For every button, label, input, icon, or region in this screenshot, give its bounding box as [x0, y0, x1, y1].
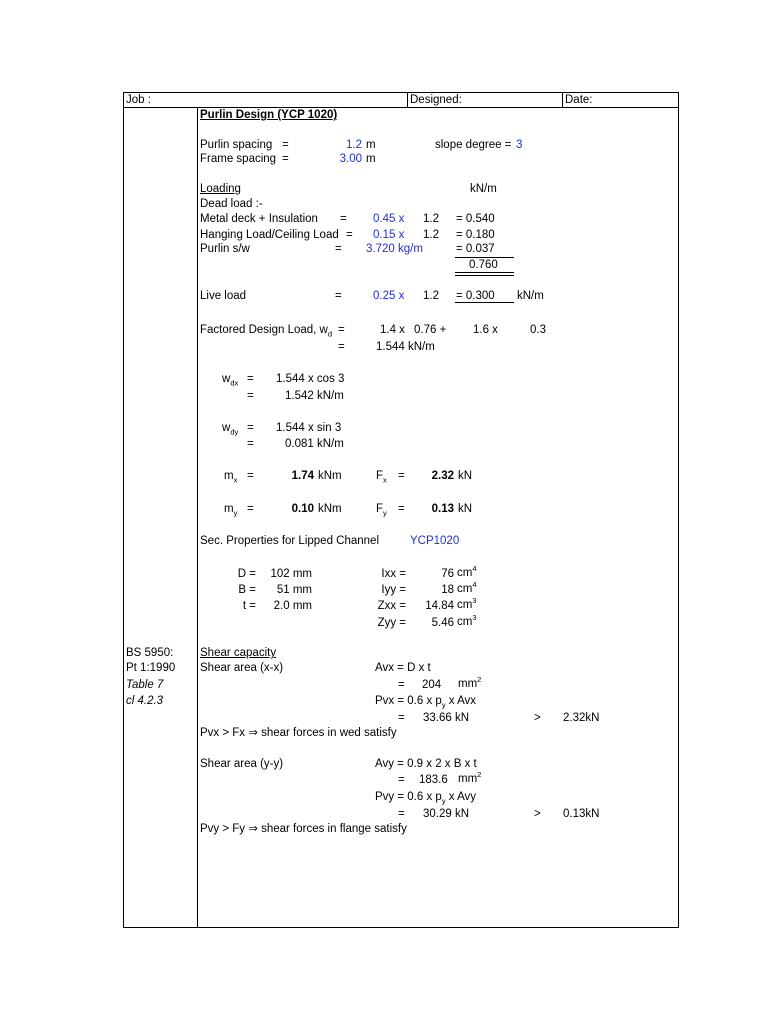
property-symbol: Zxx =	[377, 600, 406, 612]
fx-eq: =	[398, 470, 405, 482]
load-row-result: = 0.180	[456, 229, 495, 241]
factored-dead-load: 0.76 +	[414, 324, 447, 336]
load-row-value: 0.45 x	[373, 213, 405, 225]
avy-value: 183.6	[419, 774, 448, 786]
factored-result-eq: =	[338, 341, 345, 353]
property-unit: $cm^3$	[457, 596, 477, 611]
wdy-expression: 1.544 x sin 3	[276, 422, 342, 434]
page-title: Purlin Design (YCP 1020)	[200, 109, 338, 121]
header-divider-date	[562, 92, 563, 107]
wdx-expression: 1.544 x cos 3	[276, 373, 345, 385]
purlin-spacing-unit: m	[366, 139, 376, 151]
wdx-result: 1.542 kN/m	[285, 390, 344, 402]
designed-label: Designed:	[410, 94, 462, 106]
factored-result: 1.544 kN/m	[376, 341, 435, 353]
property-symbol: Iyy =	[381, 584, 406, 596]
property-value: 76	[441, 568, 454, 580]
live-load-result: = 0.300	[456, 290, 495, 302]
pvy-value: 30.29 kN	[423, 808, 470, 820]
property-value: 18	[441, 584, 454, 596]
fx-unit: kN	[458, 470, 473, 482]
avy-unit: $mm^2$	[458, 770, 482, 785]
purlin-spacing-label: Purlin spacing	[200, 139, 273, 151]
avy-equation: Avy = 0.9 x 2 x B x t	[375, 758, 477, 770]
reference-standard: BS 5950:	[126, 647, 174, 659]
avx-unit: $mm^2$	[458, 675, 482, 690]
shear-capacity-heading: Shear capacity	[200, 647, 277, 659]
live-load-multiplier: 1.2	[423, 290, 439, 302]
mx-value: 1.74	[291, 470, 314, 482]
frame-spacing-value: 3.00	[339, 153, 362, 165]
load-row-label: Hanging Load/Ceiling Load	[200, 229, 339, 241]
loading-unit-header: kN/m	[470, 183, 497, 195]
live-load-eq: =	[335, 290, 342, 302]
section-properties-label: Sec. Properties for Lipped Channel	[200, 535, 379, 547]
loading-heading: Loading	[200, 183, 241, 195]
load-row-multiplier: 1.2	[423, 229, 439, 241]
factored-live-factor: 1.6 x	[473, 324, 498, 336]
load-row-value: 0.15 x	[373, 229, 405, 241]
mx-eq: =	[247, 470, 254, 482]
pvx-eq: =	[398, 712, 405, 724]
load-row-label: Purlin s/w	[200, 243, 250, 255]
dimension-symbol: D =	[237, 568, 256, 580]
frame-bottom-border	[123, 927, 679, 928]
dead-load-total: 0.760	[469, 259, 498, 271]
wdy-result: 0.081 kN/m	[285, 438, 344, 450]
load-row-eq: =	[346, 229, 353, 241]
frame-top-border	[123, 92, 679, 93]
total-rule-1	[455, 272, 514, 273]
load-row-value: 3.720 kg/m	[366, 243, 423, 255]
shear-area-y-label: Shear area (y-y)	[200, 758, 284, 770]
dimension-symbol: B =	[238, 584, 256, 596]
shear-area-x-label: Shear area (x-x)	[200, 662, 284, 674]
load-row-eq: =	[340, 213, 347, 225]
dimension-value: 51 mm	[276, 584, 312, 596]
my-eq: =	[247, 503, 254, 515]
fy-symbol: $F_y$	[376, 503, 387, 518]
wdx-symbol: $w_{dx}$	[222, 373, 239, 388]
wdx-eq: =	[247, 373, 254, 385]
property-unit: $cm^4$	[457, 580, 477, 595]
total-rule-2	[455, 275, 514, 276]
slope-degree-label: slope degree =	[435, 139, 512, 151]
date-label: Date:	[565, 94, 593, 106]
factored-dead-factor: 1.4 x	[380, 324, 405, 336]
property-symbol: Ixx =	[381, 568, 406, 580]
mx-unit: kNm	[318, 470, 342, 482]
live-load-rule	[455, 302, 514, 303]
pvy-equation: Pvy = 0.6 x $p_y$ x Avy	[375, 791, 477, 806]
pvy-compare-value: 0.13kN	[563, 808, 600, 820]
mx-symbol: $m_x$	[224, 470, 238, 485]
pvy-eq: =	[398, 808, 405, 820]
pvy-comparison-sign: >	[534, 808, 541, 820]
live-load-value: 0.25 x	[373, 290, 405, 302]
factored-load-label: Factored Design Load, $w_d$	[200, 324, 333, 339]
factored-load-eq: =	[338, 324, 345, 336]
wdy-symbol: $w_{dy}$	[222, 422, 239, 437]
pvx-value: 33.66 kN	[423, 712, 470, 724]
header-divider-designed	[407, 92, 408, 107]
my-symbol: $m_y$	[224, 503, 238, 518]
dimension-symbol: t =	[242, 600, 256, 612]
shear-x-conclusion: Pvx > Fx ⇒ shear forces in wed satisfy	[200, 727, 397, 739]
frame-right-border	[678, 92, 679, 928]
load-row-label: Metal deck + Insulation	[200, 213, 318, 225]
live-load-label: Live load	[200, 290, 247, 302]
fx-value: 2.32	[431, 470, 454, 482]
wdy-result-eq: =	[247, 438, 254, 450]
wdx-result-eq: =	[247, 390, 254, 402]
live-load-unit: kN/m	[517, 290, 544, 302]
fx-symbol: $F_x$	[376, 470, 387, 485]
shear-y-conclusion: Pvy > Fy ⇒ shear forces in flange satisfy	[200, 823, 407, 835]
property-unit: $cm^3$	[457, 613, 477, 628]
property-value: 5.46	[431, 617, 454, 629]
reference-clause: cl 4.2.3	[126, 695, 164, 707]
property-unit: $cm^4$	[457, 564, 477, 579]
job-label: Job :	[126, 94, 151, 106]
factored-live-load: 0.3	[530, 324, 546, 336]
avx-value: 204	[422, 679, 442, 691]
fy-value: 0.13	[431, 503, 454, 515]
reference-table: Table 7	[126, 679, 164, 691]
fy-unit: kN	[458, 503, 473, 515]
dimension-value: 2.0 mm	[273, 600, 312, 612]
my-value: 0.10	[291, 503, 314, 515]
reference-part: Pt 1:1990	[126, 662, 176, 674]
fy-eq: =	[398, 503, 405, 515]
section-name: YCP1020	[410, 535, 460, 547]
avy-eq: =	[398, 774, 405, 786]
dead-load-label: Dead load :-	[200, 198, 263, 210]
frame-left-border	[123, 92, 124, 928]
column-divider	[197, 107, 198, 928]
avx-eq: =	[398, 679, 405, 691]
avx-equation: Avx = D x t	[375, 662, 431, 674]
property-symbol: Zyy =	[377, 617, 406, 629]
frame-spacing-eq: =	[282, 153, 289, 165]
load-row-eq: =	[335, 243, 342, 255]
wdy-eq: =	[247, 422, 254, 434]
pvx-comparison-sign: >	[534, 712, 541, 724]
purlin-spacing-value: 1.2	[346, 139, 362, 151]
slope-degree-value: 3	[516, 139, 523, 151]
my-unit: kNm	[318, 503, 342, 515]
pvx-equation: Pvx = 0.6 x $p_y$ x Avx	[375, 695, 477, 710]
pvx-compare-value: 2.32kN	[563, 712, 600, 724]
dimension-value: 102 mm	[270, 568, 312, 580]
load-row-result: = 0.540	[456, 213, 495, 225]
load-row-result: = 0.037	[456, 243, 495, 255]
load-row-multiplier: 1.2	[423, 213, 439, 225]
purlin-spacing-eq: =	[282, 139, 289, 151]
frame-spacing-unit: m	[366, 153, 376, 165]
frame-spacing-label: Frame spacing	[200, 153, 277, 165]
property-value: 14.84	[425, 600, 454, 612]
